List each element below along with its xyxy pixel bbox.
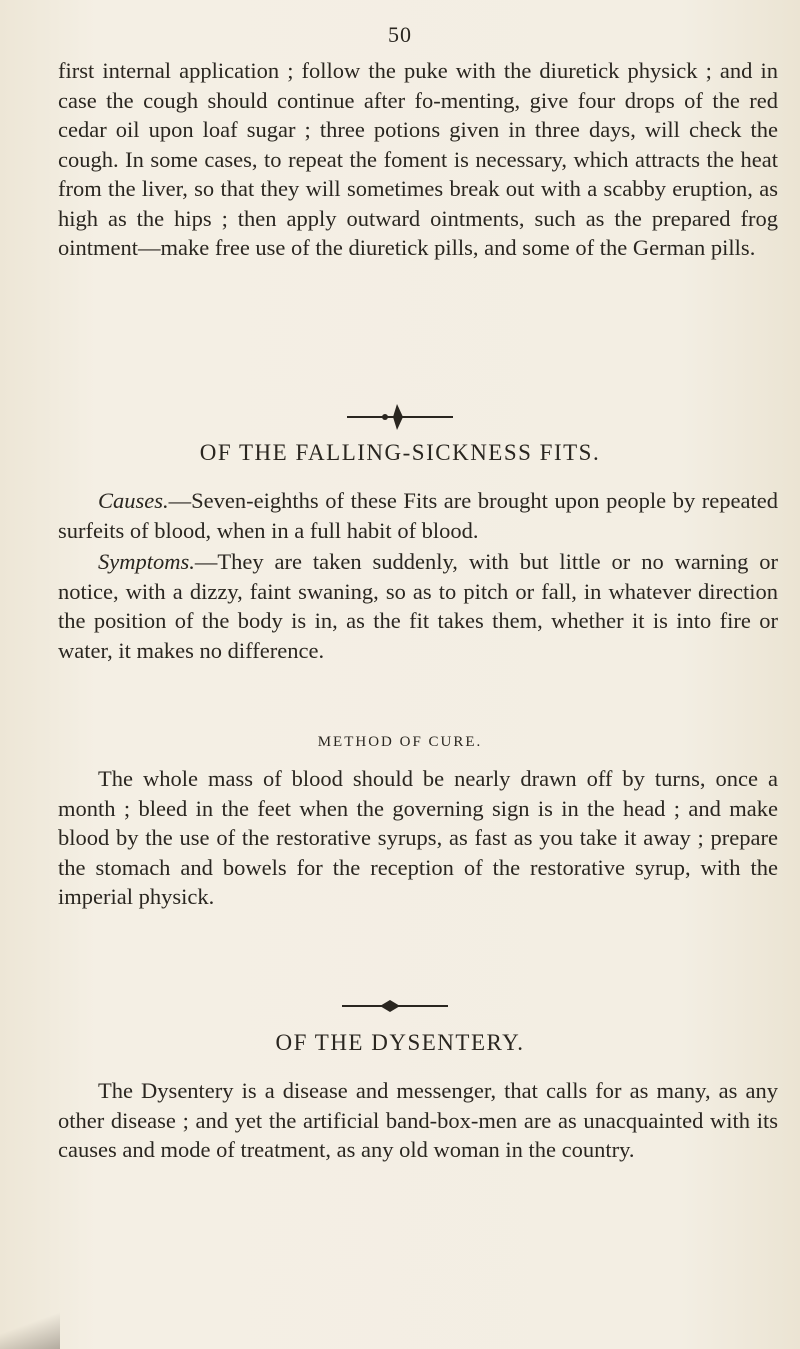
page-number: 50 [388,22,412,47]
heading-dysentery: OF THE DYSENTERY. [275,1030,525,1055]
causes-text: —Seven-eighths of these Fits are brought upon people by repeated surfeits of blood, when in a full habit of blood. [58,488,778,543]
page-corner-shadow [0,1309,60,1349]
symptoms-label: Symptoms. [98,549,195,574]
paragraph-cough-treatment: first internal application ; follow the puke with the diuretick physick ; and in case the cough should continue after fo-menting, give four drops of the red cedar oil upon loaf sugar ; three potions given in three days, will check the cough. In some cases, to repeat the foment is necessary, which attracts the heat from the liver, so that they will sometimes break out with a scabby eruption, as high as the hips ; then apply outward ointments, such as the prepared frog ointment—make free use of the diuretick pills, and some of the German pills. [58,58,778,260]
heading-falling-sickness: OF THE FALLING-SICKNESS FITS. [199,440,601,465]
heading-method-of-cure: METHOD OF CURE. [317,734,483,750]
symptoms-text: —They are taken suddenly, with but little or no warning or notice, with a dizzy, faint swaning, so as to pitch or fall, in whatever direction the position of the body is in, as the fit takes them, whether it is into fire or water, it makes no difference. [58,549,778,663]
paragraph-dysentery: The Dysentery is a disease and messenger, that calls for as many, as any other disease ; and yet the artificial band-box-men are as unacquainted with its causes and mode of treatment, as any old woman in the country. [58,1078,778,1162]
paragraph-method-of-cure: The whole mass of blood should be nearly drawn off by turns, once a month ; bleed in the feet when the governing sign is in the head ; and make blood by the use of the restorative syrups, as fast as you take it away ; prepare the stomach and bowels for the reception of the restorative syrup, with the imperial physick. [58,766,778,909]
ornamental-divider-2 [340,998,450,1014]
ornamental-divider [345,402,455,432]
paragraph-symptoms [58,547,778,665]
causes-label: Causes. [98,488,169,513]
paragraph-causes [58,486,778,545]
